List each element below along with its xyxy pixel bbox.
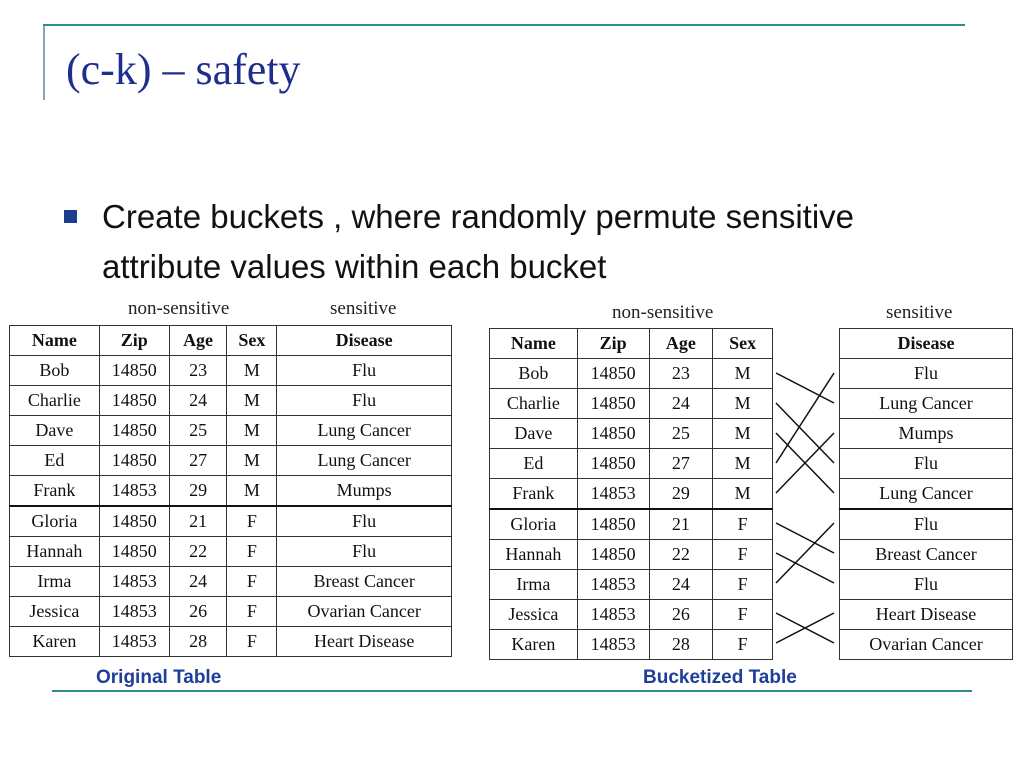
original-table-col-header: Name xyxy=(10,326,100,356)
table-cell: 14850 xyxy=(99,506,169,537)
table-cell: 23 xyxy=(169,356,227,386)
table-row xyxy=(840,419,1013,449)
table-cell: 14853 xyxy=(99,567,169,597)
table-cell: Hannah xyxy=(10,537,100,567)
table-row xyxy=(840,630,1013,660)
table-cell: Lung Cancer xyxy=(277,416,452,446)
table-cell: Jessica xyxy=(490,600,578,630)
table-row xyxy=(10,356,452,386)
table-cell: M xyxy=(227,476,277,507)
table-row xyxy=(490,540,773,570)
bucketized-sensitive-table xyxy=(839,328,1013,660)
table-row xyxy=(10,386,452,416)
original-sensitive-label: sensitive xyxy=(330,298,397,319)
table-row xyxy=(840,509,1013,540)
table-cell: 14853 xyxy=(577,630,649,660)
bucketized-table xyxy=(489,328,773,660)
table-cell: Charlie xyxy=(10,386,100,416)
table-cell: F xyxy=(713,540,773,570)
sensitive-cell: Flu xyxy=(840,570,1013,600)
table-cell: 24 xyxy=(649,570,713,600)
table-cell: Mumps xyxy=(277,476,452,507)
sensitive-cell: Flu xyxy=(840,359,1013,389)
table-cell: 29 xyxy=(649,479,713,510)
bucketized-table-header xyxy=(490,329,773,359)
table-cell: 14850 xyxy=(577,389,649,419)
bullet-square-icon xyxy=(64,210,77,223)
table-cell: 22 xyxy=(169,537,227,567)
table-cell: Ovarian Cancer xyxy=(277,597,452,627)
table-row xyxy=(10,506,452,537)
table-cell: Flu xyxy=(277,386,452,416)
table-cell: 14850 xyxy=(577,419,649,449)
table-cell: M xyxy=(713,449,773,479)
table-cell: 27 xyxy=(169,446,227,476)
permutation-line xyxy=(776,523,834,583)
table-row xyxy=(840,540,1013,570)
table-cell: F xyxy=(227,597,277,627)
table-cell: M xyxy=(227,416,277,446)
original-table-header xyxy=(10,326,452,356)
table-cell: Heart Disease xyxy=(277,627,452,657)
sensitive-cell: Heart Disease xyxy=(840,600,1013,630)
table-cell: M xyxy=(713,359,773,389)
original-table-col-header: Age xyxy=(169,326,227,356)
original-table-caption: Original Table xyxy=(96,667,222,688)
permutation-line xyxy=(776,373,834,403)
permutation-line xyxy=(776,403,834,463)
table-cell: Ed xyxy=(490,449,578,479)
table-cell: Flu xyxy=(277,537,452,567)
table-cell: Breast Cancer xyxy=(277,567,452,597)
table-cell: M xyxy=(227,386,277,416)
sensitive-cell: Mumps xyxy=(840,419,1013,449)
table-row xyxy=(490,630,773,660)
sensitive-header: Disease xyxy=(840,329,1013,359)
table-cell: Gloria xyxy=(490,509,578,540)
sensitive-cell: Flu xyxy=(840,449,1013,479)
table-row xyxy=(490,449,773,479)
permutation-line xyxy=(776,373,834,463)
table-cell: 22 xyxy=(649,540,713,570)
original-table xyxy=(9,325,452,657)
table-cell: Irma xyxy=(490,570,578,600)
permutation-line xyxy=(776,523,834,553)
table-cell: 21 xyxy=(169,506,227,537)
original-table-col-header: Zip xyxy=(99,326,169,356)
table-cell: 14850 xyxy=(99,386,169,416)
table-cell: 14850 xyxy=(577,449,649,479)
table-row xyxy=(490,509,773,540)
table-cell: 26 xyxy=(169,597,227,627)
original-table-col-header: Disease xyxy=(277,326,452,356)
bucketized-table-col-header: Sex xyxy=(713,329,773,359)
permutation-line xyxy=(776,553,834,583)
table-row xyxy=(840,389,1013,419)
table-cell: 14853 xyxy=(577,479,649,510)
table-cell: Gloria xyxy=(10,506,100,537)
bucketized-table-caption: Bucketized Table xyxy=(643,667,797,688)
table-cell: 14853 xyxy=(99,627,169,657)
table-cell: Hannah xyxy=(490,540,578,570)
table-cell: Flu xyxy=(277,506,452,537)
table-cell: 27 xyxy=(649,449,713,479)
sensitive-cell: Ovarian Cancer xyxy=(840,630,1013,660)
table-row xyxy=(490,359,773,389)
table-row xyxy=(10,446,452,476)
table-row xyxy=(840,570,1013,600)
table-cell: F xyxy=(713,600,773,630)
table-cell: 14853 xyxy=(99,597,169,627)
table-cell: M xyxy=(713,419,773,449)
table-cell: 23 xyxy=(649,359,713,389)
table-cell: 24 xyxy=(649,389,713,419)
table-cell: M xyxy=(713,479,773,510)
sensitive-cell: Lung Cancer xyxy=(840,389,1013,419)
table-row xyxy=(490,600,773,630)
table-row xyxy=(10,537,452,567)
table-cell: Bob xyxy=(10,356,100,386)
table-cell: 14850 xyxy=(99,446,169,476)
table-cell: Karen xyxy=(490,630,578,660)
table-cell: Lung Cancer xyxy=(277,446,452,476)
table-cell: 28 xyxy=(169,627,227,657)
table-cell: 14850 xyxy=(577,359,649,389)
table-row xyxy=(490,570,773,600)
table-cell: 29 xyxy=(169,476,227,507)
table-row xyxy=(10,597,452,627)
sensitive-cell: Lung Cancer xyxy=(840,479,1013,510)
table-row xyxy=(490,389,773,419)
table-cell: F xyxy=(227,506,277,537)
table-cell: Jessica xyxy=(10,597,100,627)
table-cell: M xyxy=(713,389,773,419)
table-row xyxy=(840,479,1013,510)
table-cell: 26 xyxy=(649,600,713,630)
sensitive-cell: Flu xyxy=(840,509,1013,540)
table-cell: F xyxy=(227,537,277,567)
original-table-col-header: Sex xyxy=(227,326,277,356)
table-cell: M xyxy=(227,356,277,386)
table-cell: M xyxy=(227,446,277,476)
table-row xyxy=(490,419,773,449)
table-row xyxy=(10,416,452,446)
table-cell: Frank xyxy=(490,479,578,510)
bucketized-nonsensitive-label: non-sensitive xyxy=(612,302,714,323)
table-row xyxy=(490,479,773,510)
sensitive-cell: Breast Cancer xyxy=(840,540,1013,570)
table-cell: F xyxy=(713,509,773,540)
table-cell: 14853 xyxy=(99,476,169,507)
table-cell: 25 xyxy=(169,416,227,446)
table-cell: 21 xyxy=(649,509,713,540)
caption-rule xyxy=(52,690,972,692)
table-cell: 14850 xyxy=(99,416,169,446)
table-cell: 14850 xyxy=(577,509,649,540)
table-cell: 14850 xyxy=(577,540,649,570)
table-row xyxy=(840,359,1013,389)
table-cell: 14850 xyxy=(99,356,169,386)
table-cell: Charlie xyxy=(490,389,578,419)
top-rule xyxy=(43,24,965,26)
table-row xyxy=(10,476,452,507)
bucketized-table-col-header: Name xyxy=(490,329,578,359)
table-cell: 25 xyxy=(649,419,713,449)
table-row xyxy=(10,567,452,597)
slide-title: (c-k) – safety xyxy=(66,45,301,94)
table-cell: Dave xyxy=(490,419,578,449)
table-cell: Ed xyxy=(10,446,100,476)
table-cell: Irma xyxy=(10,567,100,597)
table-row xyxy=(10,627,452,657)
bucketized-table-col-header: Age xyxy=(649,329,713,359)
original-nonsensitive-label: non-sensitive xyxy=(128,298,230,319)
table-cell: F xyxy=(713,570,773,600)
table-cell: Bob xyxy=(490,359,578,389)
table-cell: 24 xyxy=(169,386,227,416)
bullet-text: Create buckets , where randomly permute sensitive attribute values within each bucket xyxy=(102,198,855,285)
table-cell: F xyxy=(227,627,277,657)
table-row xyxy=(840,449,1013,479)
table-cell: Flu xyxy=(277,356,452,386)
table-cell: F xyxy=(713,630,773,660)
table-cell: 14853 xyxy=(577,570,649,600)
table-cell: 14850 xyxy=(99,537,169,567)
permutation-lines xyxy=(772,358,838,658)
title-accent-line xyxy=(43,24,45,100)
bucketized-table-col-header: Zip xyxy=(577,329,649,359)
table-row xyxy=(840,600,1013,630)
table-cell: Frank xyxy=(10,476,100,507)
table-cell: 24 xyxy=(169,567,227,597)
table-cell: Karen xyxy=(10,627,100,657)
table-cell: Dave xyxy=(10,416,100,446)
table-cell: F xyxy=(227,567,277,597)
table-cell: 28 xyxy=(649,630,713,660)
bucketized-sensitive-label: sensitive xyxy=(886,302,953,323)
table-cell: 14853 xyxy=(577,600,649,630)
